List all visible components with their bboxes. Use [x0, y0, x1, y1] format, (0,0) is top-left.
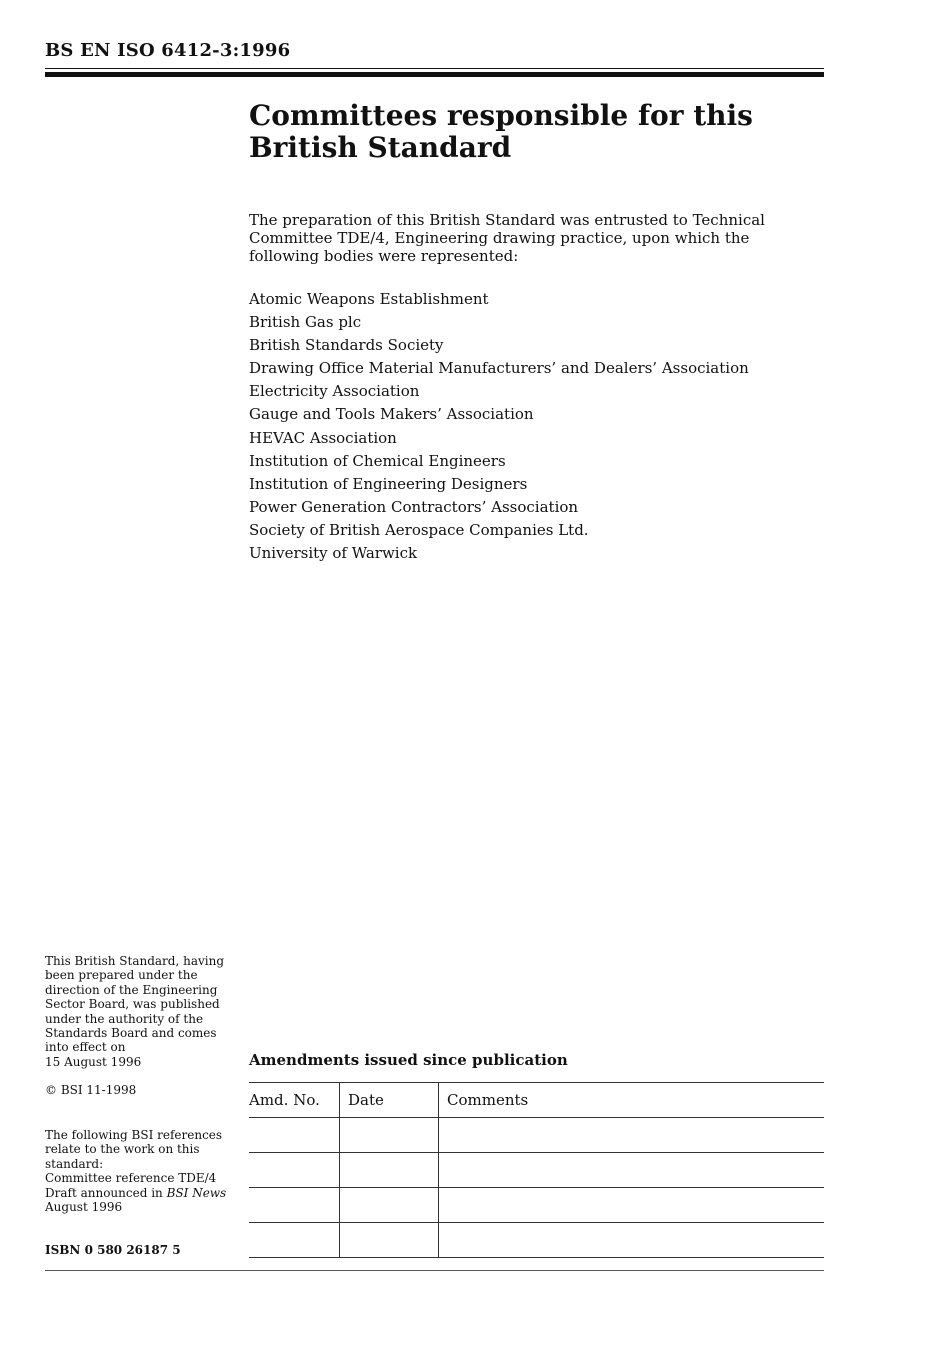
list-item: Atomic Weapons Establishment — [249, 290, 489, 308]
table-cell — [340, 1223, 439, 1258]
table-cell — [340, 1153, 439, 1188]
list-item: Electricity Association — [249, 382, 420, 401]
table-row — [249, 1153, 824, 1188]
header-rule-thick — [45, 72, 824, 77]
table-cell — [249, 1188, 340, 1223]
effective-date: 15 August 1996 — [45, 1054, 142, 1069]
amendments-heading: Amendments issued since publication — [249, 1051, 568, 1069]
column-header-comments: Comments — [439, 1083, 825, 1118]
list-item: Power Generation Contractors’ Association — [249, 497, 579, 516]
table-cell — [439, 1223, 825, 1258]
bsi-news-title: BSI News — [166, 1185, 227, 1200]
amendments-table — [249, 1082, 824, 1258]
header-rule-thin — [45, 68, 824, 69]
committee-reference: Committee reference TDE/4 — [45, 1171, 217, 1186]
list-item: British Gas plc — [249, 313, 362, 332]
bsi-references-note — [45, 1128, 230, 1214]
references-intro: The following BSI references relate to the work on this standard: — [45, 1128, 223, 1171]
table-cell — [340, 1118, 439, 1153]
list-item: Institution of Chemical Engineers — [249, 451, 506, 470]
copyright-note: © BSI 11-1998 — [45, 1083, 137, 1097]
list-item: HEVAC Association — [249, 428, 397, 447]
table-cell — [340, 1188, 439, 1223]
intro-paragraph: The preparation of this British Standard was entrusted to Technical Committee TDE/4, Engineering drawing practice, upon which the following bodies were represented: — [249, 211, 765, 265]
draft-announcement — [45, 1186, 226, 1200]
list-item: University of Warwick — [249, 544, 418, 563]
page-title: Committees responsible for this British Standard — [249, 99, 753, 164]
list-item: Institution of Engineering Designers — [249, 474, 528, 493]
draft-date: August 1996 — [45, 1200, 123, 1215]
table-cell — [249, 1118, 340, 1153]
isbn: ISBN 0 580 26187 5 — [45, 1243, 181, 1257]
draft-prefix: Draft announced in — [45, 1185, 167, 1200]
list-item: Drawing Office Material Manufacturers’ and Dealers’ Association — [249, 359, 749, 378]
table-row — [249, 1118, 824, 1153]
represented-bodies-list — [249, 289, 749, 566]
table-cell — [439, 1188, 825, 1223]
column-header-date: Date — [340, 1083, 439, 1118]
table-cell — [439, 1153, 825, 1188]
column-header-amd-no: Amd. No. — [249, 1083, 340, 1118]
footer-rule — [45, 1270, 824, 1271]
list-item: British Standards Society — [249, 336, 444, 355]
table-cell — [439, 1118, 825, 1153]
list-item: Gauge and Tools Makers’ Association — [249, 405, 534, 424]
table-header-row — [249, 1083, 824, 1118]
document-id: BS EN ISO 6412-3:1996 — [45, 40, 291, 61]
table-cell — [249, 1223, 340, 1258]
table-row — [249, 1223, 824, 1258]
publication-note-text: This British Standard, having been prepared under the direction of the Engineering Sector Board, was published under the authority of the Standards Board and comes into effect on — [45, 954, 225, 1055]
table-cell — [249, 1153, 340, 1188]
publication-note — [45, 954, 230, 1069]
list-item: Society of British Aerospace Companies Ltd. — [249, 520, 589, 539]
table-row — [249, 1188, 824, 1223]
